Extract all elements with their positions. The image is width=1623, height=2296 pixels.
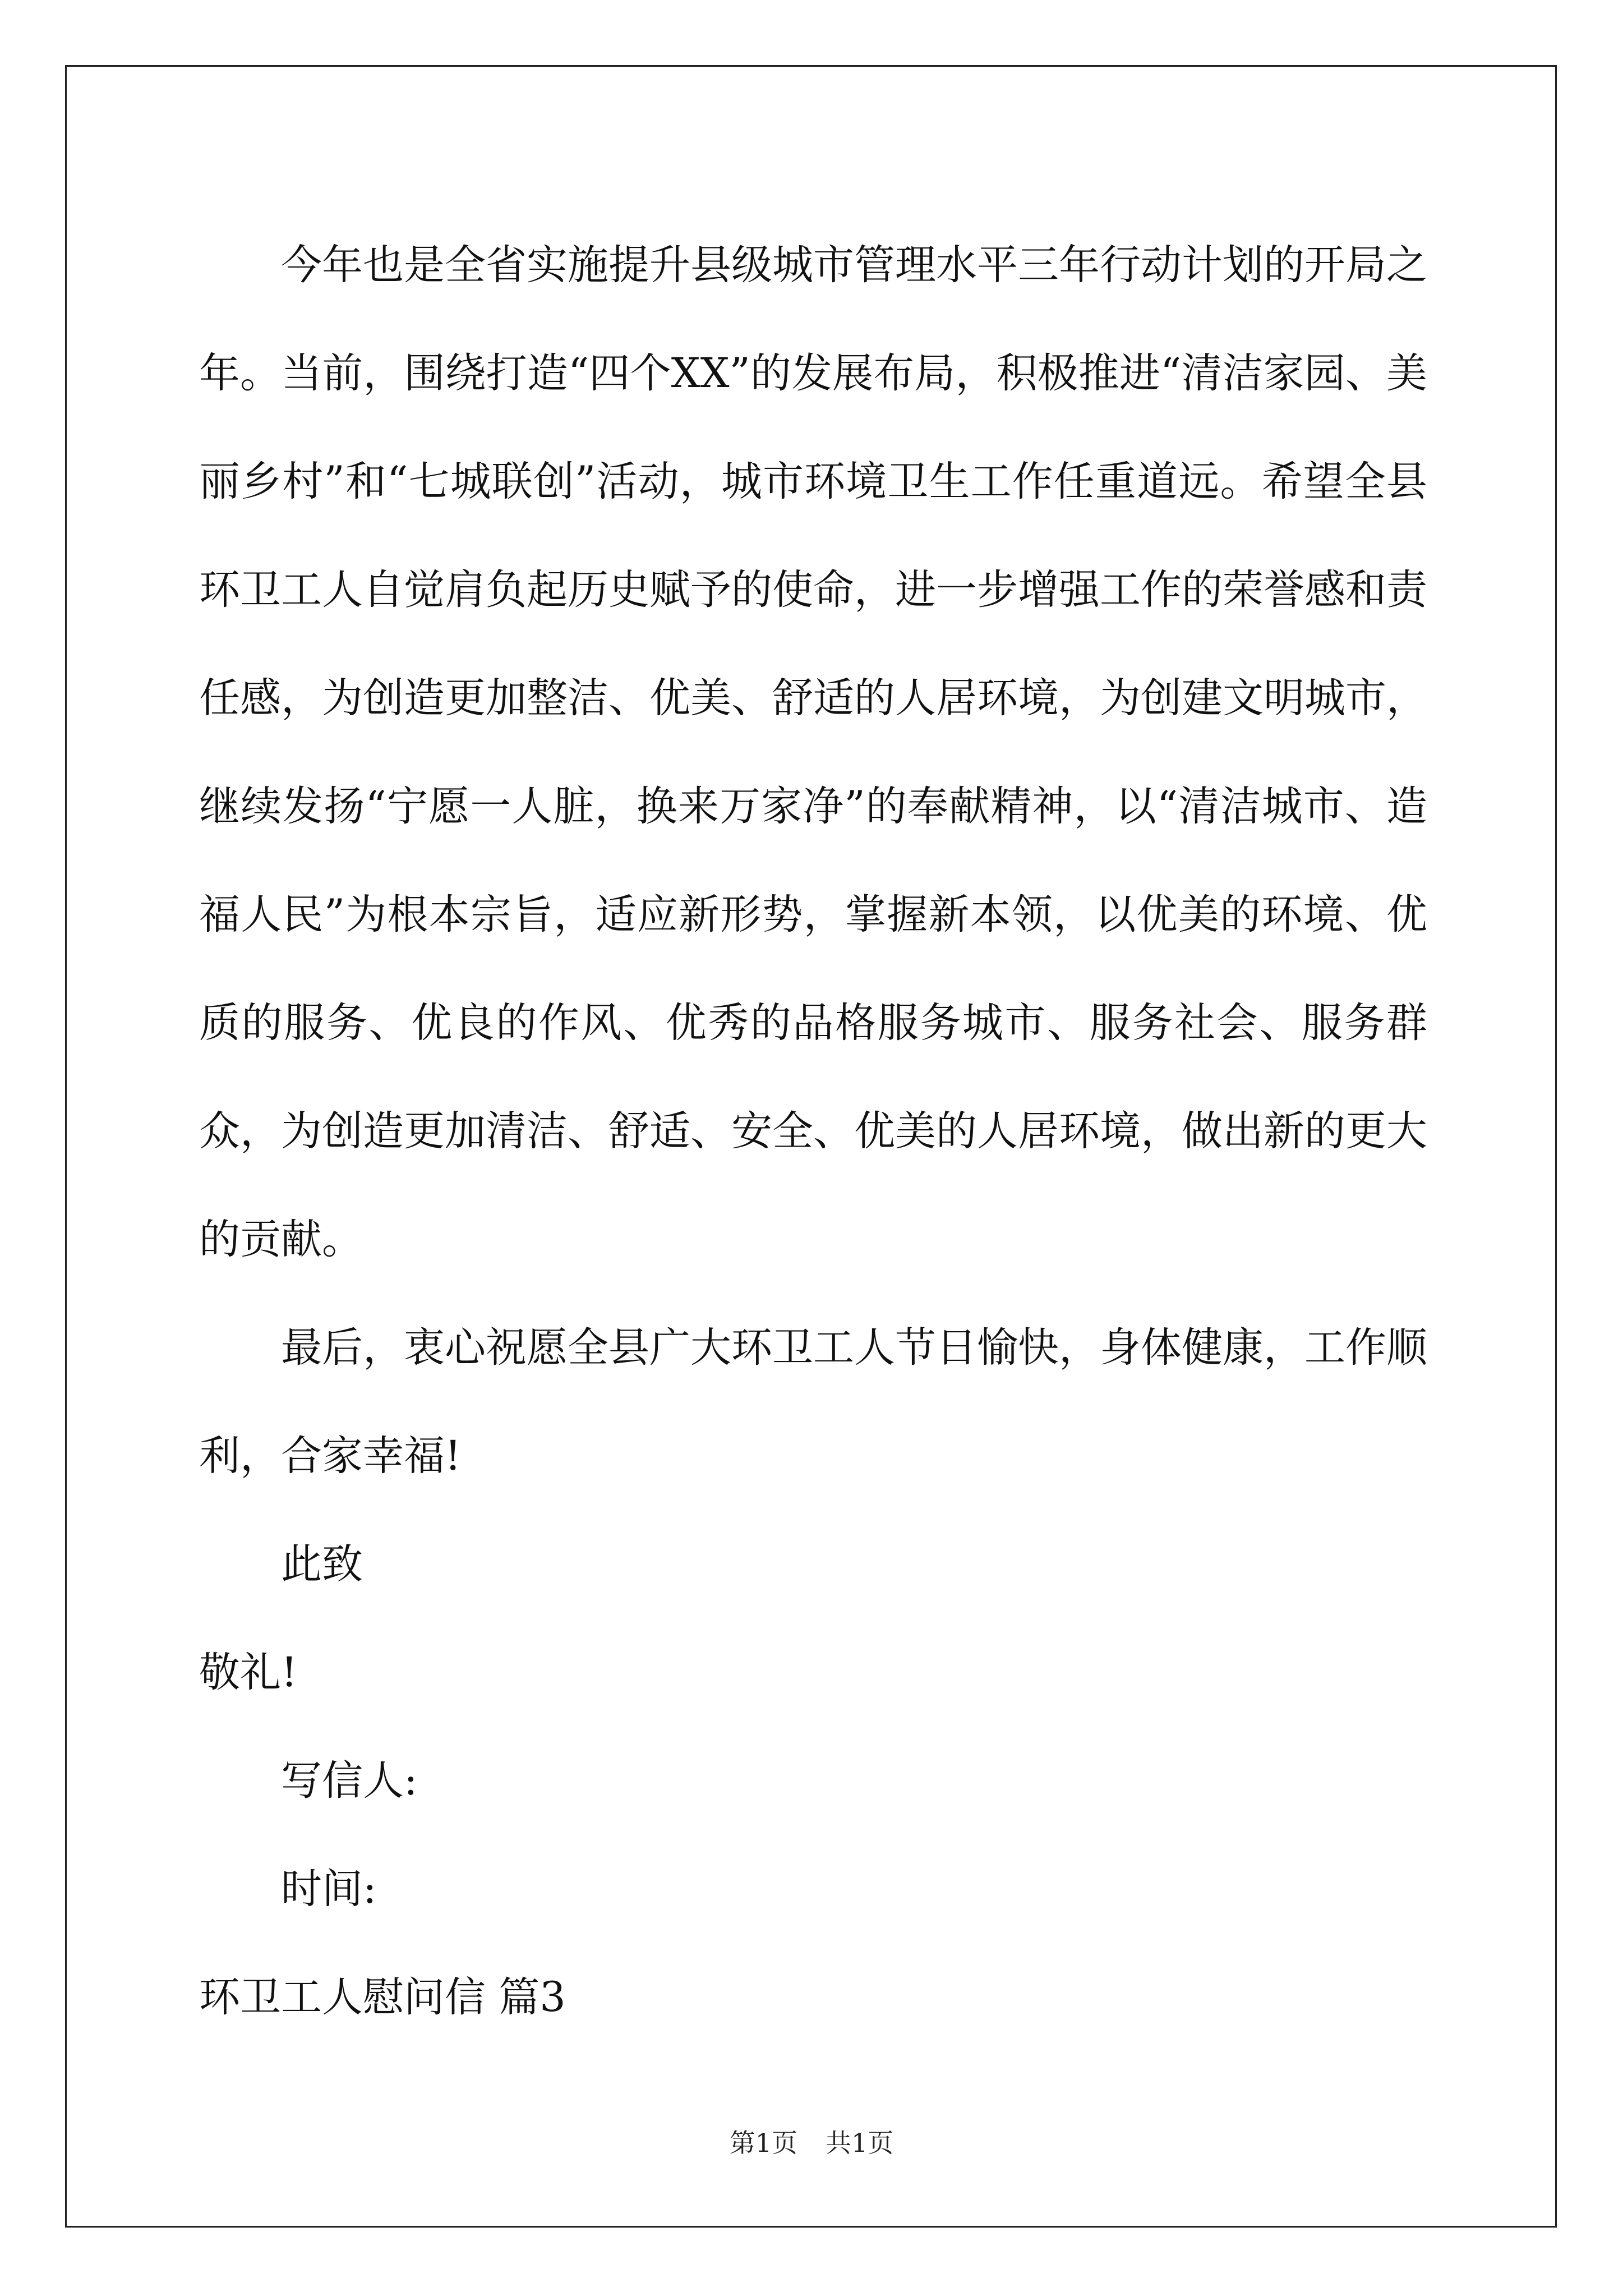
closing-respect: 敬礼! [199, 1649, 298, 1696]
section-heading: 环卫工人慰问信 篇3 [199, 1973, 566, 2021]
signature-writer: 写信人: [281, 1757, 418, 1805]
page-footer [0, 2126, 1623, 2160]
closing-salutation: 此致 [281, 1540, 363, 1588]
paragraph-main: 今年也是全省实施提升县级城市管理水平三年行动计划的开局之年。当前，围绕打造“四个XX”的发展布局，积极推进“清洁家园、美丽乡村”和“七城联创”活动，城市环境卫生工作任重道远。希望全县环卫工人自觉肩负起历史赋予的使命，进一步增强工作的荣誉感和责任感，为创造更加整洁、优美、舒适的人居环境，为创建文明城市，继续发扬“宁愿一人脏，换来万家净”的奉献精神，以“清洁城市、造福人民”为根本宗旨，适应新形势，掌握新本领，以优美的环境、优质的服务、优良的作风、优秀的品格服务城市、服务社会、服务群众，为创造更加清洁、舒适、安全、优美的人居环境，做出新的更大的贡献。 [199, 241, 1427, 1263]
page-total: 共1页 [826, 2128, 894, 2158]
page-number: 第1页 [729, 2128, 797, 2158]
letter-body [199, 211, 1427, 2051]
signature-date: 时间: [281, 1865, 377, 1913]
paragraph-wishes: 最后，衷心祝愿全县广大环卫工人节日愉快，身体健康，工作顺利，合家幸福! [199, 1324, 1427, 1480]
